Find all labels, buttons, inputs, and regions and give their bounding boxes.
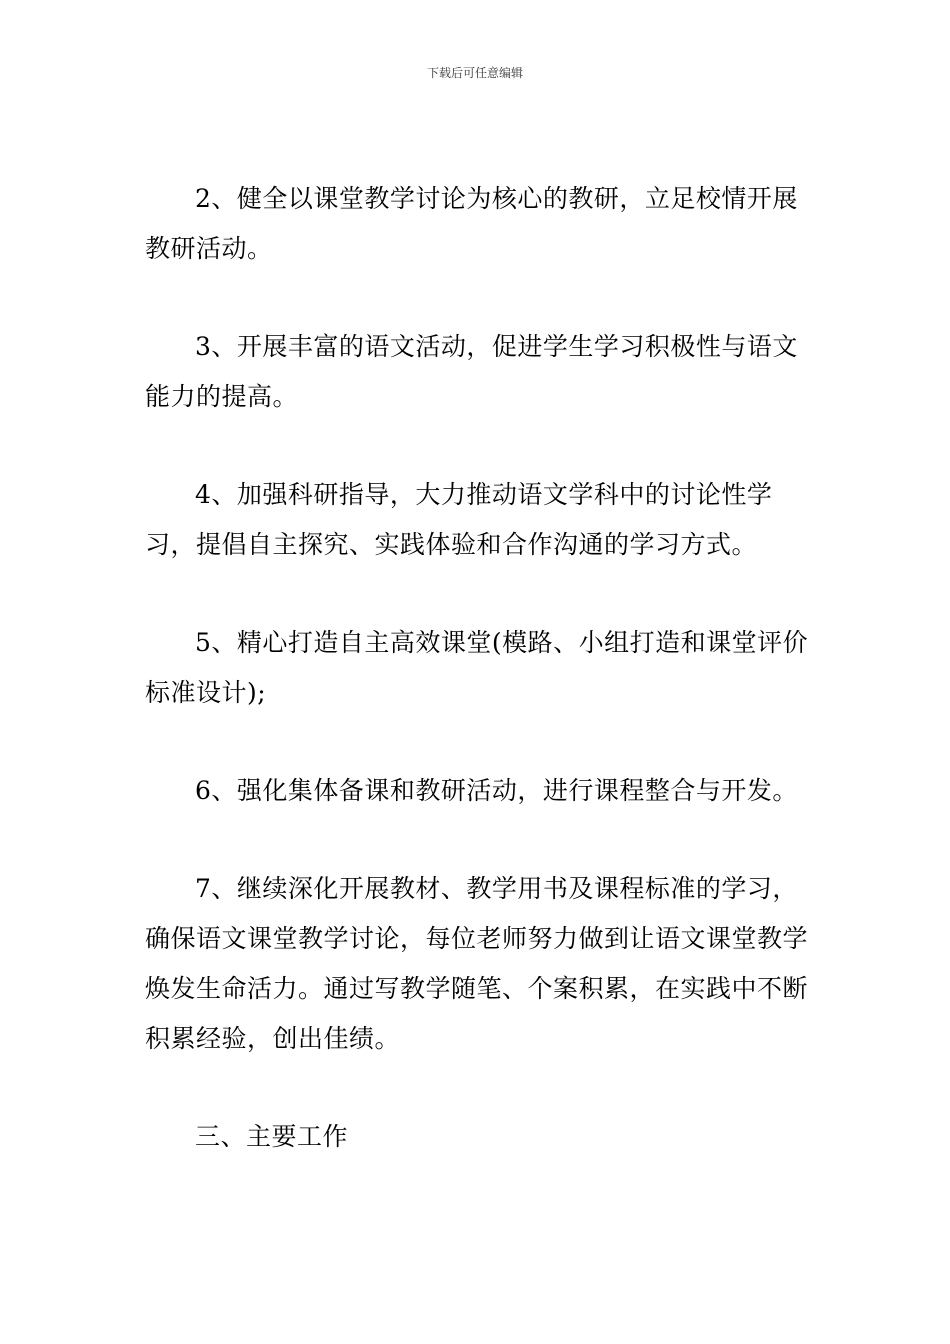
document-body: [145, 174, 810, 1210]
page-header: 下载后可任意编辑: [426, 66, 523, 80]
paragraph-item-7: 7、继续深化开展教材、教学用书及课程标准的学习，确保语文课堂教学讨论，每位老师努力做到让语文课堂教学焕发生命活力。通过写教学随笔、个案积累，在实践中不断积累经验，创出佳绩。: [145, 874, 809, 1053]
paragraph-item-5: 5、精心打造自主高效课堂(模路、小组打造和课堂评价标准设计);: [145, 628, 809, 707]
paragraph-item-6: 6、强化集体备课和教研活动，进行课程整合与开发。: [195, 776, 798, 805]
paragraph-item-2: 2、健全以课堂教学讨论为核心的教研，立足校情开展教研活动。: [145, 184, 798, 263]
section-heading-main-work: 三、主要工作: [195, 1122, 349, 1151]
paragraph-item-3: 3、开展丰富的语文活动，促进学生学习积极性与语文能力的提高。: [145, 332, 798, 411]
paragraph-item-4: 4、加强科研指导，大力推动语文学科中的讨论性学习，提倡自主探究、实践体验和合作沟通的学习方式。: [145, 480, 773, 559]
